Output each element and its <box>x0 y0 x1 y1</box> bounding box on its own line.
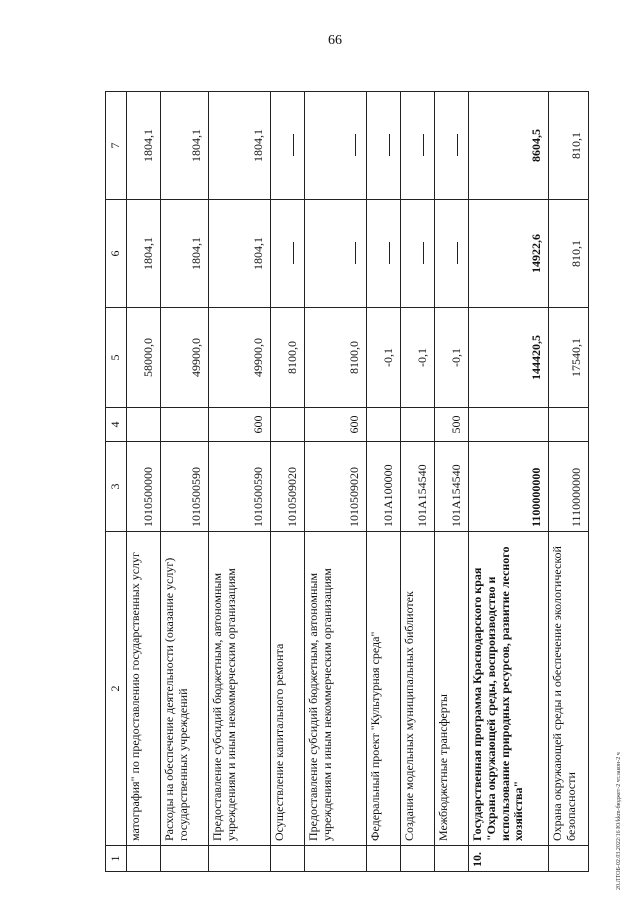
column-header: 4 <box>106 408 127 442</box>
cell-c7: 1804,1 <box>161 92 209 200</box>
cell-code: 1010500590 <box>209 442 271 532</box>
cell-code: 1010500000 <box>127 442 161 532</box>
cell-vr: 600 <box>209 408 271 442</box>
cell-c6: 1804,1 <box>161 200 209 308</box>
cell-code: 101A154540 <box>401 442 435 532</box>
cell-c7 <box>305 92 367 200</box>
cell-num: 10. <box>469 846 549 872</box>
cell-name: Создание модельных муниципальных библиотек <box>401 532 435 846</box>
cell-c7 <box>435 92 469 200</box>
cell-c7: 1804,1 <box>209 92 271 200</box>
cell-vr <box>127 408 161 442</box>
cell-code: 1010509020 <box>271 442 305 532</box>
cell-c6: 1804,1 <box>127 200 161 308</box>
page-number: 66 <box>328 33 342 48</box>
cell-num <box>161 846 209 872</box>
cell-code: 1110000000 <box>549 442 589 532</box>
cell-c6: 14922,6 <box>469 200 549 308</box>
cell-vr: 600 <box>305 408 367 442</box>
cell-c5: -0,1 <box>435 308 469 408</box>
cell-c7 <box>367 92 401 200</box>
cell-num <box>401 846 435 872</box>
cell-c5: 17540,1 <box>549 308 589 408</box>
footer-code: 20.ЛТОБ-02.03.2022/16 Ю/kkm-бюджет-2 чт.закон-2 ч <box>616 752 622 890</box>
cell-c5: -0,1 <box>401 308 435 408</box>
cell-c5: 49900,0 <box>209 308 271 408</box>
cell-name: Предоставление субсидий бюджетным, автономным учреждениям и иным некоммерческим организациям <box>209 532 271 846</box>
cell-c6 <box>305 200 367 308</box>
cell-vr: 500 <box>435 408 469 442</box>
table-header-row <box>106 92 127 872</box>
cell-vr <box>161 408 209 442</box>
table-row <box>435 92 469 872</box>
table-row <box>469 92 549 872</box>
cell-vr <box>271 408 305 442</box>
cell-vr <box>549 408 589 442</box>
dash-mark <box>355 135 356 157</box>
cell-code: 1100000000 <box>469 442 549 532</box>
cell-c6: 1804,1 <box>209 200 271 308</box>
dash-mark <box>293 243 294 265</box>
cell-num <box>305 846 367 872</box>
cell-code: 101A154540 <box>435 442 469 532</box>
cell-c7: 810,1 <box>549 92 589 200</box>
cell-name: матография" по предоставлению государственных услуг <box>127 532 161 846</box>
cell-c5: 8100,0 <box>271 308 305 408</box>
dash-mark <box>355 243 356 265</box>
cell-c6 <box>271 200 305 308</box>
cell-num <box>209 846 271 872</box>
cell-c7 <box>271 92 305 200</box>
budget-table-rotated <box>105 92 625 872</box>
table-row <box>305 92 367 872</box>
cell-num <box>435 846 469 872</box>
dash-mark <box>457 135 458 157</box>
cell-c7: 1804,1 <box>127 92 161 200</box>
cell-num <box>127 846 161 872</box>
cell-c5: 58000,0 <box>127 308 161 408</box>
cell-name: Межбюджетные трансферты <box>435 532 469 846</box>
column-header: 7 <box>106 92 127 200</box>
table-row <box>127 92 161 872</box>
cell-name: Охрана окружающей среды и обеспечение экологической безопасности <box>549 532 589 846</box>
column-header: 6 <box>106 200 127 308</box>
cell-num <box>367 846 401 872</box>
cell-c7: 8604,5 <box>469 92 549 200</box>
cell-c6 <box>401 200 435 308</box>
table-row <box>549 92 589 872</box>
cell-c5: 8100,0 <box>305 308 367 408</box>
table-row <box>367 92 401 872</box>
dash-mark <box>389 243 390 265</box>
cell-name: Расходы на обеспечение деятельности (оказание услуг) государственных учреждений <box>161 532 209 846</box>
dash-mark <box>389 135 390 157</box>
dash-mark <box>457 243 458 265</box>
column-header: 2 <box>106 532 127 846</box>
cell-name: Государственная программа Краснодарского края "Охрана окружающей среды, воспроизводство и использование природных ресурсов, развитие лесного хозяйства" <box>469 532 549 846</box>
column-header: 3 <box>106 442 127 532</box>
table-row <box>271 92 305 872</box>
cell-c6: 810,1 <box>549 200 589 308</box>
cell-name: Осуществление капитального ремонта <box>271 532 305 846</box>
cell-vr <box>469 408 549 442</box>
cell-c6 <box>435 200 469 308</box>
cell-c7 <box>401 92 435 200</box>
cell-vr <box>367 408 401 442</box>
cell-c5: 49900,0 <box>161 308 209 408</box>
cell-name: Федеральный проект "Культурная среда" <box>367 532 401 846</box>
cell-num <box>271 846 305 872</box>
table-row <box>161 92 209 872</box>
column-header: 1 <box>106 846 127 872</box>
cell-c5: -0,1 <box>367 308 401 408</box>
cell-num <box>549 846 589 872</box>
dash-mark <box>293 135 294 157</box>
table-row <box>209 92 271 872</box>
table-row <box>401 92 435 872</box>
budget-table <box>105 91 589 872</box>
cell-code: 101A100000 <box>367 442 401 532</box>
cell-c5: 144420,5 <box>469 308 549 408</box>
cell-code: 1010500590 <box>161 442 209 532</box>
cell-c6 <box>367 200 401 308</box>
cell-code: 1010509020 <box>305 442 367 532</box>
dash-mark <box>423 135 424 157</box>
column-header: 5 <box>106 308 127 408</box>
cell-name: Предоставление субсидий бюджетным, автономным учреждениям и иным некоммерческим организациям <box>305 532 367 846</box>
dash-mark <box>423 243 424 265</box>
cell-vr <box>401 408 435 442</box>
